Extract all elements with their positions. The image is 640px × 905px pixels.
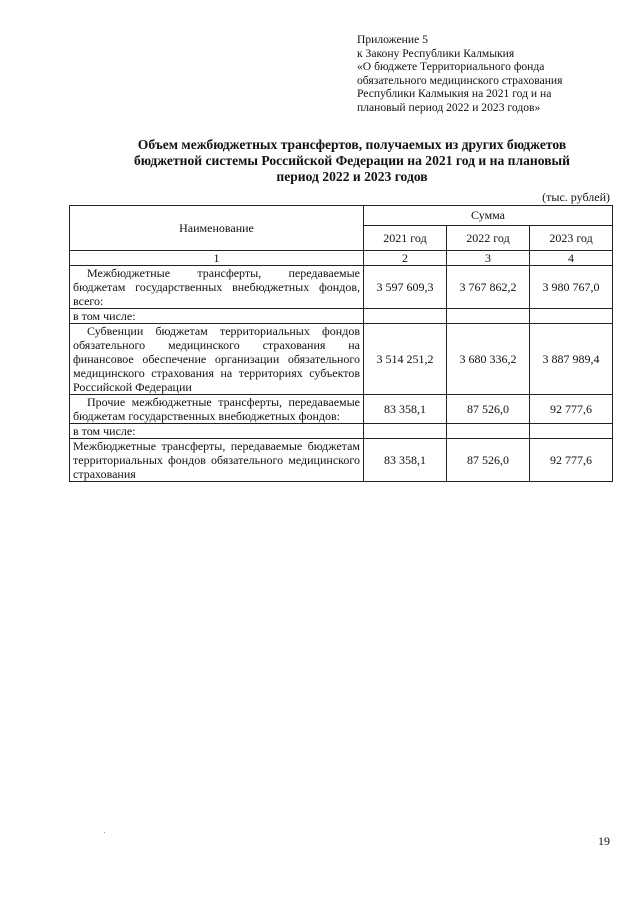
column-number: 4 (530, 251, 613, 266)
value-2023: 92 777,6 (530, 439, 613, 482)
page-number: 19 (598, 834, 610, 848)
header-year-2023: 2023 год (530, 226, 613, 251)
annex-line: Приложение 5 (357, 33, 428, 46)
value-2021 (364, 309, 447, 324)
value-2022 (447, 424, 530, 439)
row-name-cell (70, 395, 364, 424)
value-2021: 3 597 609,3 (364, 266, 447, 309)
header-year-2021: 2021 год (364, 226, 447, 251)
value-2021 (364, 424, 447, 439)
table-row (70, 439, 613, 482)
column-number-row (70, 251, 613, 266)
annex-line: Республики Калмыкия на 2021 год и на (357, 87, 552, 101)
table-row (70, 424, 613, 439)
header-year-2022: 2022 год (447, 226, 530, 251)
row-name: в том числе: (70, 424, 364, 439)
title-line: бюджетной системы Российской Федерации на 2021 год и на плановый (133, 153, 571, 168)
annex-line: обязательного медицинского страхования (357, 73, 563, 87)
document-title (98, 137, 606, 185)
column-number: 2 (364, 251, 447, 266)
value-2022: 3 680 336,2 (447, 324, 530, 395)
row-name: Межбюджетные трансферты, передаваемые бюджетам территориальных фондов обязательного медицинского страхования (70, 439, 364, 482)
header-sum: Сумма (364, 206, 613, 226)
value-2021: 83 358,1 (364, 439, 447, 482)
row-name: в том числе: (70, 309, 364, 324)
table-row (70, 324, 613, 395)
value-2023 (530, 424, 613, 439)
value-2023: 3 980 767,0 (530, 266, 613, 309)
scan-speck (104, 832, 105, 833)
header-name: Наименование (70, 206, 364, 251)
column-number: 3 (447, 251, 530, 266)
table-row (70, 266, 613, 309)
annex-line: плановый период 2022 и 2023 годов» (357, 100, 541, 114)
row-name-cell (70, 266, 364, 309)
title-line: период 2022 и 2023 годов (276, 169, 428, 184)
value-2021: 3 514 251,2 (364, 324, 447, 395)
row-name: Межбюджетные трансферты, передаваемые бюджетам государственных внебюджетных фондов, всего: (73, 266, 360, 308)
row-name: Субвенции бюджетам территориальных фондов обязательного медицинского страхования на финансовое обеспечение организации обязательного медицинского страхования на территориях субъектов Российской Федерации (73, 324, 360, 394)
value-2023 (530, 309, 613, 324)
value-2022: 87 526,0 (447, 439, 530, 482)
table-row (70, 395, 613, 424)
table-row (70, 309, 613, 324)
annex-line: «О бюджете Территориального фонда (357, 60, 545, 74)
value-2023: 92 777,6 (530, 395, 613, 424)
value-2023: 3 887 989,4 (530, 324, 613, 395)
row-name-cell (70, 324, 364, 395)
annex-line: к Закону Республики Калмыкия (357, 46, 515, 60)
value-2022: 87 526,0 (447, 395, 530, 424)
value-2021: 83 358,1 (364, 395, 447, 424)
transfers-table (69, 205, 613, 482)
annex-block (357, 33, 617, 115)
units-label: (тыс. рублей) (542, 190, 610, 204)
value-2022: 3 767 862,2 (447, 266, 530, 309)
title-line: Объем межбюджетных трансфертов, получаемых из других бюджетов (137, 137, 567, 152)
column-number: 1 (70, 251, 364, 266)
row-name: Прочие межбюджетные трансферты, передаваемые бюджетам государственных внебюджетных фондов: (73, 395, 360, 423)
value-2022 (447, 309, 530, 324)
